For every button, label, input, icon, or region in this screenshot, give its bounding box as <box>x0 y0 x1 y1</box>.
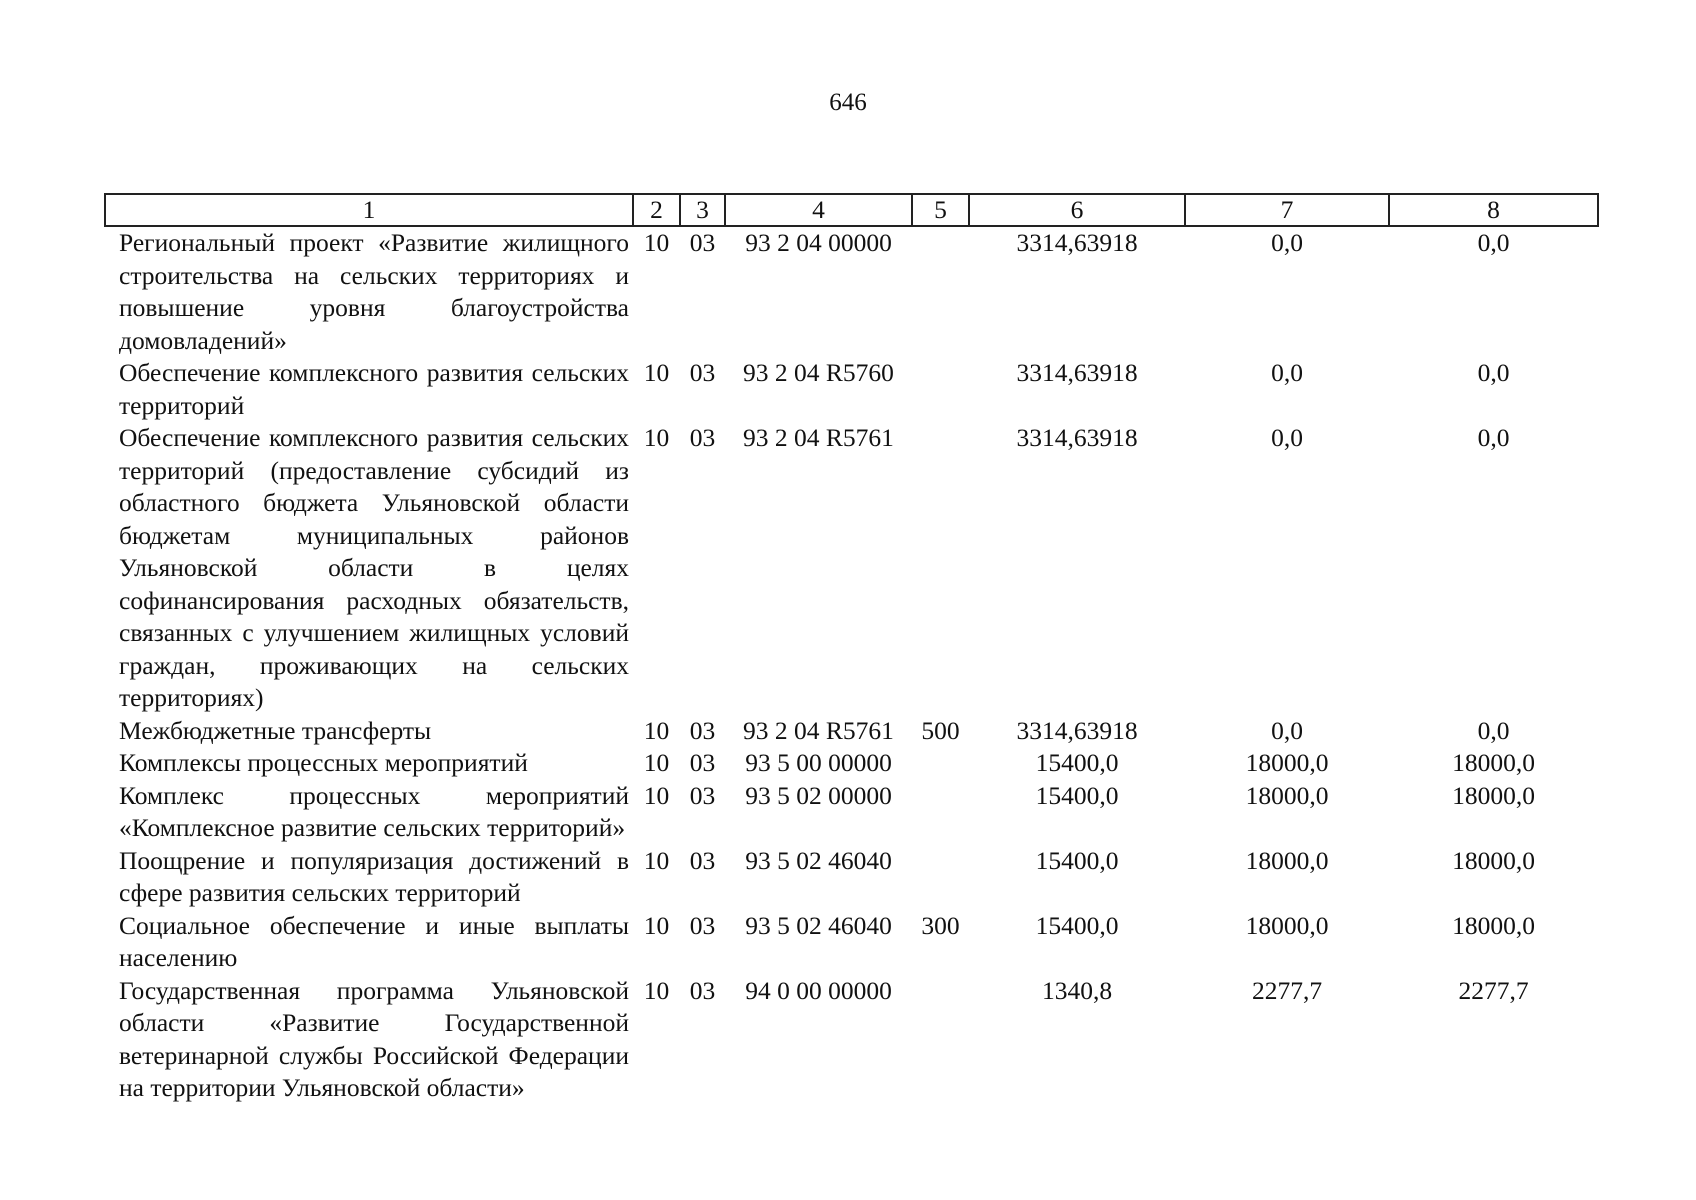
column-header: 4 <box>725 194 912 226</box>
row-amount-col7: 18000,0 <box>1245 910 1329 940</box>
row-name: Межбюджетные трансферты <box>119 715 432 745</box>
row-amount-col6: 15400,0 <box>1035 780 1119 810</box>
budget-table <box>104 193 1599 1105</box>
row-expense-type-code <box>912 357 969 422</box>
row-name: Обеспечение комплексного развития сельских территорий (предоставление субсидий из областного бюджета Ульяновской области бюджетам муниципальных районов Ульяновской области в целях софинансирования расходных обязательств, связанных с улучшением жилищных условий граждан, проживающих на сельских территориях) <box>119 423 629 712</box>
row-amount-col7: 18000,0 <box>1245 780 1329 810</box>
row-name: Комплекс процессных мероприятий «Комплексное развитие сельских территорий» <box>119 780 629 842</box>
row-section-code: 10 <box>643 423 670 452</box>
row-subsection-code: 03 <box>689 358 716 387</box>
row-name: Обеспечение комплексного развития сельских территорий <box>119 358 629 420</box>
row-amount-col8: 18000,0 <box>1452 910 1535 940</box>
row-expense-type-code <box>912 226 969 357</box>
row-amount-col8: 0,0 <box>1477 228 1510 257</box>
row-subsection-code: 03 <box>689 228 716 257</box>
row-amount-col6: 3314,63918 <box>1016 423 1138 452</box>
column-header: 2 <box>633 194 680 226</box>
row-amount-col7: 0,0 <box>1271 423 1303 452</box>
row-expense-type-code <box>912 845 969 910</box>
row-amount-col7: 0,0 <box>1271 715 1303 745</box>
table-row <box>105 747 1598 780</box>
column-header: 6 <box>969 194 1185 226</box>
row-amount-col8: 18000,0 <box>1452 845 1535 875</box>
page-number: 646 <box>829 89 867 116</box>
table-row <box>105 715 1598 748</box>
row-name: Региональный проект «Развитие жилищного строительства на сельских территориях и повышение уровня благоустройства домовладений» <box>119 228 629 355</box>
row-amount-col8: 18000,0 <box>1452 780 1535 810</box>
row-target-code: 93 2 04 R5761 <box>743 715 894 745</box>
row-amount-col8: 0,0 <box>1477 715 1510 745</box>
row-amount-col7: 0,0 <box>1271 228 1303 257</box>
row-amount-col8: 0,0 <box>1477 423 1510 452</box>
row-expense-type-code <box>912 975 969 1105</box>
row-expense-type-code: 300 <box>921 910 960 940</box>
row-amount-col6: 15400,0 <box>1035 748 1119 777</box>
column-header: 5 <box>912 194 969 226</box>
row-amount-col6: 3314,63918 <box>1016 715 1138 745</box>
row-section-code: 10 <box>643 358 670 387</box>
row-amount-col7: 18000,0 <box>1245 845 1329 875</box>
row-expense-type-code <box>912 747 969 780</box>
row-amount-col6: 3314,63918 <box>1016 228 1138 257</box>
row-subsection-code: 03 <box>689 910 716 940</box>
row-section-code: 10 <box>643 845 670 875</box>
row-section-code: 10 <box>643 780 670 810</box>
row-amount-col8: 18000,0 <box>1452 748 1535 777</box>
row-amount-col6: 1340,8 <box>1041 975 1113 1005</box>
row-amount-col7: 2277,7 <box>1251 975 1323 1005</box>
row-section-code: 10 <box>643 715 670 745</box>
row-target-code: 93 5 02 00000 <box>745 780 892 810</box>
row-subsection-code: 03 <box>689 748 716 777</box>
row-amount-col7: 18000,0 <box>1245 748 1329 777</box>
row-amount-col6: 15400,0 <box>1035 910 1119 940</box>
table-row <box>105 357 1598 422</box>
row-subsection-code: 03 <box>689 780 716 810</box>
row-section-code: 10 <box>643 910 670 940</box>
table-row <box>105 845 1598 910</box>
row-name: Государственная программа Ульяновской области «Развитие Государственной ветеринарной службы Российской Федерации на территории Ульяновской области» <box>119 975 629 1102</box>
row-expense-type-code <box>912 422 969 715</box>
row-target-code: 93 5 02 46040 <box>745 910 892 940</box>
row-subsection-code: 03 <box>689 845 716 875</box>
row-section-code: 10 <box>643 228 670 257</box>
row-expense-type-code: 500 <box>921 715 960 745</box>
row-amount-col7: 0,0 <box>1271 358 1303 387</box>
row-target-code: 93 2 04 R5760 <box>743 358 894 387</box>
table-row <box>105 910 1598 975</box>
column-header: 3 <box>680 194 725 226</box>
row-amount-col8: 2277,7 <box>1458 975 1529 1005</box>
table-row <box>105 422 1598 715</box>
row-amount-col6: 3314,63918 <box>1016 358 1138 387</box>
row-target-code: 93 5 02 46040 <box>745 845 892 875</box>
row-subsection-code: 03 <box>689 423 716 452</box>
row-target-code: 93 5 00 00000 <box>745 748 892 777</box>
table-header-row <box>105 194 1598 226</box>
row-amount-col8: 0,0 <box>1477 358 1510 387</box>
table-row <box>105 975 1598 1105</box>
column-header: 1 <box>105 194 633 226</box>
row-name: Комплексы процессных мероприятий <box>119 748 528 777</box>
table-row <box>105 226 1598 357</box>
row-expense-type-code <box>912 780 969 845</box>
row-name: Поощрение и популяризация достижений в сфере развития сельских территорий <box>119 845 629 907</box>
row-target-code: 93 2 04 00000 <box>745 228 892 257</box>
row-section-code: 10 <box>643 748 670 777</box>
row-subsection-code: 03 <box>689 975 716 1005</box>
row-subsection-code: 03 <box>689 715 716 745</box>
column-header: 7 <box>1185 194 1389 226</box>
row-target-code: 93 2 04 R5761 <box>743 423 894 452</box>
row-target-code: 94 0 00 00000 <box>745 975 892 1005</box>
row-section-code: 10 <box>643 975 670 1005</box>
row-amount-col6: 15400,0 <box>1035 845 1119 875</box>
column-header: 8 <box>1389 194 1598 226</box>
table-row <box>105 780 1598 845</box>
row-name: Социальное обеспечение и иные выплаты населению <box>119 910 629 972</box>
